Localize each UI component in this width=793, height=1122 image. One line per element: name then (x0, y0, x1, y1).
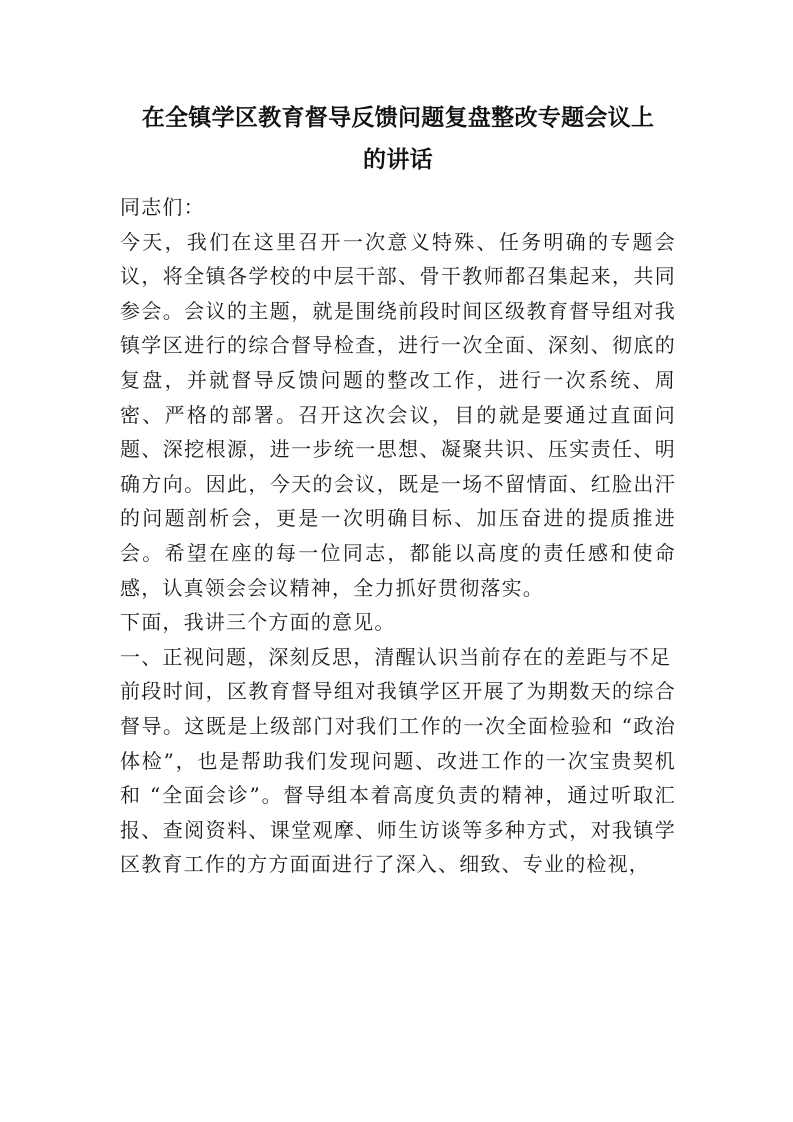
paragraph-section-1: 前段时间，区教育督导组对我镇学区开展了为期数天的综合督导。这既是上级部门对我们工作的一次全面检验和 “政治体检”，也是帮助我们发现问题、改进工作的一次宝贵契机和 “全面会诊”。督导组本着高度负责的精神，通过听取汇报、查阅资料、课堂观摩、师生访谈等多种方式，对我镇学区教育工作的方方面面进行了深入、细致、专业的检视， (120, 679, 676, 877)
paragraph-outline: 下面，我讲三个方面的意见。 (120, 610, 396, 635)
title-line-1: 在全镇学区教育督导反馈问题复盘整改专题会议上 (141, 105, 655, 131)
document-page (120, 97, 676, 882)
title-line-2: 的讲话 (363, 147, 433, 173)
section-heading-1: 一、正视问题，深刻反思，清醒认识当前存在的差距与不足 (120, 644, 672, 669)
document-body (120, 190, 676, 882)
document-title (120, 97, 676, 181)
paragraph-opening: 今天，我们在这里召开一次意义特殊、任务明确的专题会议，将全镇各学校的中层干部、骨干教师都召集起来，共同参会。会议的主题，就是围绕前段时间区级教育督导组对我镇学区进行的综合督导检查，进行一次全面、深刻、彻底的复盘，并就督导反馈问题的整改工作，进行一次系统、周密、严格的部署。召开这次会议，目的就是要通过直面问题、深挖根源，进一步统一思想、凝聚共识、压实责任、明确方向。因此，今天的会议，既是一场不留情面、红脸出汗的问题剖析会，更是一次明确目标、加压奋进的提质推进会。希望在座的每一位同志，都能以高度的责任感和使命感，认真领会会议精神，全力抓好贯彻落实。 (120, 229, 676, 600)
salutation: 同志们： (120, 195, 205, 219)
